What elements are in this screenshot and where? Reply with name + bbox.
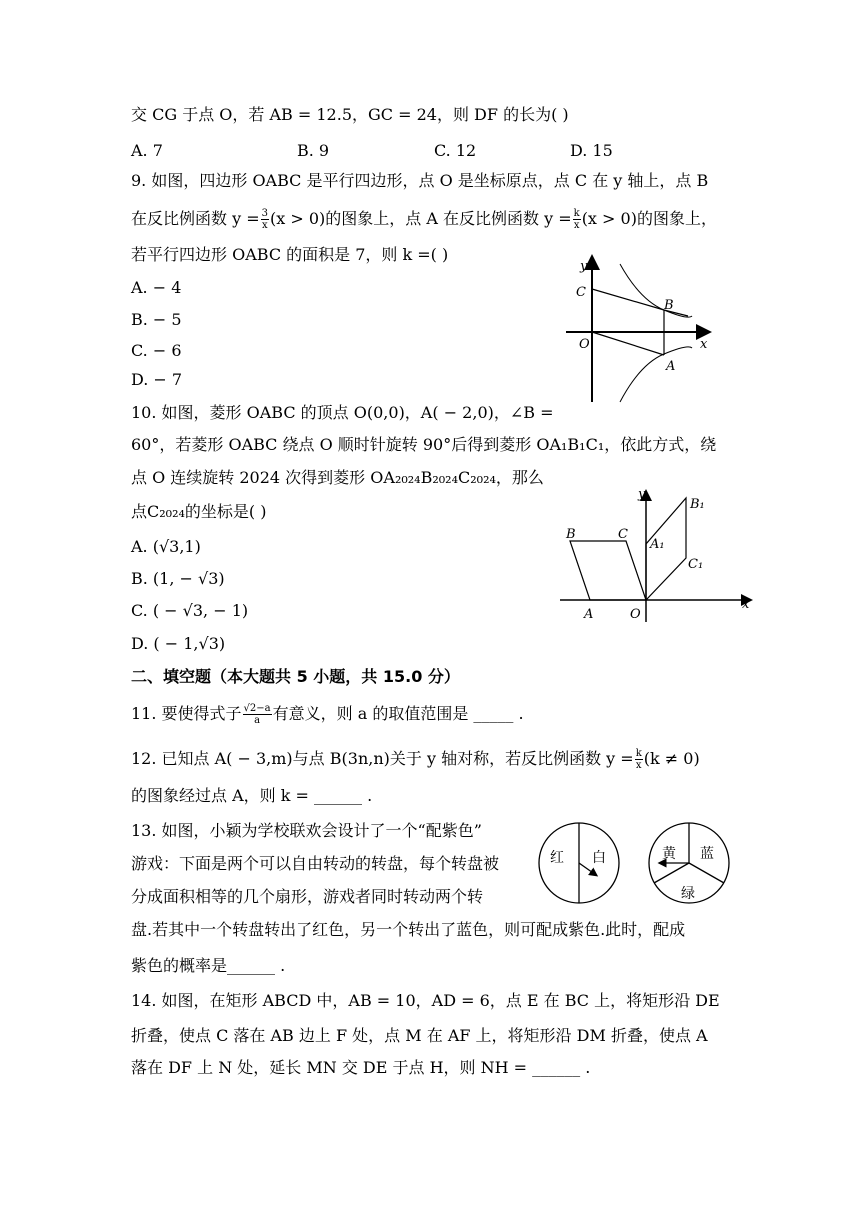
q9-line-1: 9. 如图，四边形 OABC 是平行四边形，点 O 是坐标原点，点 C 在 y 轴上，点 B xyxy=(131,171,709,190)
hyperbola-lower xyxy=(620,347,692,402)
label-o: O xyxy=(579,337,590,352)
label-a: A xyxy=(666,359,676,374)
section-heading: 二、填空题（本大题共 5 小题，共 15.0 分） xyxy=(131,667,460,686)
q9-figure xyxy=(560,252,720,407)
fraction-numerator: k xyxy=(573,208,580,219)
label-b1: B₁ xyxy=(690,497,705,512)
label-a: A xyxy=(584,607,594,622)
label-x: x xyxy=(700,337,708,352)
q9-option-c: C. − 6 xyxy=(131,341,182,360)
hyperbola-upper xyxy=(620,264,692,317)
q9-line-2-part-c: (x > 0)的图象上， xyxy=(581,209,717,228)
q13-line-1: 13. 如图，小颖为学校联欢会设计了一个“配紫色” xyxy=(131,821,482,840)
q9-option-d: D. − 7 xyxy=(131,370,183,389)
spinner-2-green: 绿 xyxy=(681,886,695,902)
fraction-numerator: k xyxy=(635,748,642,759)
fraction-k-over-x xyxy=(635,748,643,771)
spinner-1-red: 红 xyxy=(550,850,564,866)
label-x: x xyxy=(742,597,750,612)
label-b: B xyxy=(664,298,674,313)
q10-line-3: 点 O 连续旋转 2024 次得到菱形 OA₂₀₂₄B₂₀₂₄C₂₀₂₄，那么 xyxy=(131,468,544,487)
q9-option-a: A. − 4 xyxy=(131,278,182,297)
rhombus-oabc xyxy=(570,541,646,600)
fraction-denominator: a xyxy=(254,715,261,726)
q14-line-1: 14. 如图，在矩形 ABCD 中，AB = 10，AD = 6，点 E 在 BC 上，将矩形沿 DE xyxy=(131,991,720,1010)
q10-line-4: 点C₂₀₂₄的坐标是( ) xyxy=(131,502,267,521)
spinner-2-blue: 蓝 xyxy=(700,846,714,862)
q11-line xyxy=(131,703,524,726)
q10-option-b: B. (1, − √3) xyxy=(131,569,225,588)
q9-option-b: B. − 5 xyxy=(131,310,182,329)
spinner-1-white: 白 xyxy=(592,850,606,866)
q9-line-3: 若平行四边形 OABC 的面积是 7，则 k =( ) xyxy=(131,245,449,264)
q12-part-a: 12. 已知点 A( − 3,m)与点 B(3n,n)关于 y 轴对称，若反比例函数 y = xyxy=(131,749,634,768)
fraction-k-over-x xyxy=(573,208,581,231)
q8-option-d: D. 15 xyxy=(570,141,613,160)
label-y: y xyxy=(638,487,646,502)
spinner-2 xyxy=(649,823,729,903)
label-y: y xyxy=(580,259,588,274)
fraction-denominator: x xyxy=(635,760,642,771)
q10-line-1: 10. 如图，菱形 OABC 的顶点 O(0,0)，A( − 2,0)，∠B = xyxy=(131,403,554,422)
label-c: C xyxy=(618,527,628,542)
q8-option-c: C. 12 xyxy=(434,141,477,160)
q14-line-3: 落在 DF 上 N 处，延长 MN 交 DE 于点 H，则 NH = ______ . xyxy=(131,1058,591,1077)
q12-line-1 xyxy=(131,748,700,771)
q13-spinners xyxy=(534,818,734,908)
spinner-1 xyxy=(539,823,619,903)
fraction-denominator: x xyxy=(261,220,268,231)
q11-part-a: 11. 要使得式子 xyxy=(131,704,242,723)
q9-line-2 xyxy=(131,208,717,231)
q13-line-4: 盘.若其中一个转盘转出了红色，另一个转出了蓝色，则可配成紫色.此时，配成 xyxy=(131,920,686,939)
label-c1: C₁ xyxy=(688,557,704,572)
fraction-numerator: √2−a xyxy=(243,703,271,714)
q9-line-2-part-b: (x > 0)的图象上，点 A 在反比例函数 y = xyxy=(270,209,572,228)
q13-line-5: 紫色的概率是______ . xyxy=(131,956,286,975)
q8-option-b: B. 9 xyxy=(297,141,330,160)
q12-part-b: (k ≠ 0) xyxy=(643,749,700,768)
fraction-3-over-x xyxy=(261,208,269,231)
q10-line-2: 60°，若菱形 OABC 绕点 O 顺时针旋转 90°后得到菱形 OA₁B₁C₁，依此方式，绕 xyxy=(131,435,717,454)
q10-option-c: C. ( − √3, − 1) xyxy=(131,601,249,620)
q13-line-3: 分成面积相等的几个扇形，游戏者同时转动两个转 xyxy=(131,887,484,906)
q10-option-a: A. (√3,1) xyxy=(131,537,201,556)
label-o: O xyxy=(630,607,641,622)
q11-part-b: 有意义，则 a 的取值范围是 _____ . xyxy=(272,704,524,723)
q12-line-2: 的图象经过点 A，则 k = ______ . xyxy=(131,786,373,805)
label-b: B xyxy=(566,527,576,542)
label-c: C xyxy=(576,285,586,300)
fraction-sqrt-expression xyxy=(243,703,272,726)
segment-oa xyxy=(592,332,664,355)
spinner-2-yellow: 黄 xyxy=(662,846,676,862)
q9-line-2-part-a: 在反比例函数 y = xyxy=(131,209,260,228)
q14-line-2: 折叠，使点 C 落在 AB 边上 F 处，点 M 在 AF 上，将矩形沿 DM 折叠，使点 A xyxy=(131,1026,708,1045)
q10-option-d: D. ( − 1,√3) xyxy=(131,634,226,653)
label-a1: A₁ xyxy=(650,537,665,552)
q8-text-line: 交 CG 于点 O，若 AB = 12.5，GC = 24，则 DF 的长为( ) xyxy=(131,105,569,124)
fraction-denominator: x xyxy=(573,220,580,231)
q13-line-2: 游戏：下面是两个可以自由转动的转盘，每个转盘被 xyxy=(131,854,500,873)
q8-option-a: A. 7 xyxy=(131,141,163,160)
q10-figure xyxy=(560,486,755,626)
fraction-numerator: 3 xyxy=(261,208,268,219)
